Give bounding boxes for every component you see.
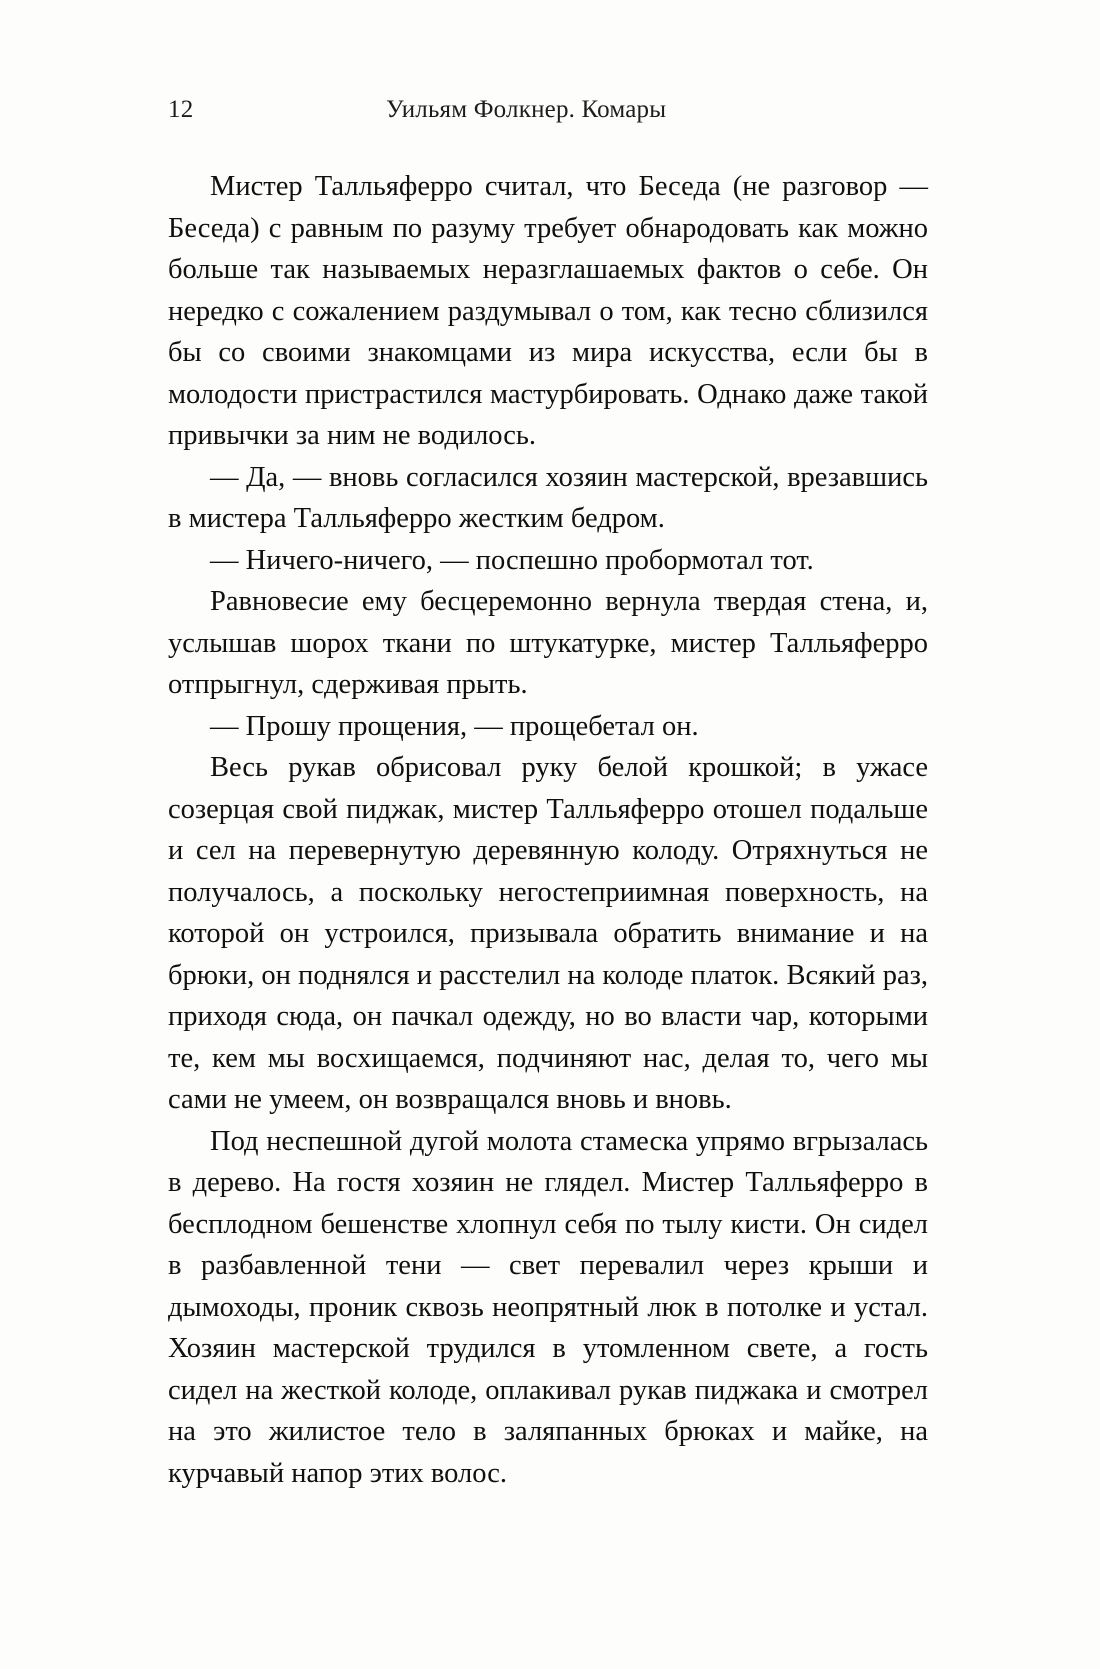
page-content xyxy=(168,96,928,1494)
paragraph: Весь рукав обрисовал руку белой крошкой; в ужасе созерцая свой пиджак, мистер Талльяферро отошел подальше и сел на перевернутую деревянную колоду. Отряхнуться не получалось, а поскольку негостеприимная поверхность, на которой он устроился, призывала обратить внимание и на брюки, он поднялся и расстелил на колоде платок. Всякий раз, приходя сюда, он пачкал одежду, но во власти чар, которыми те, кем мы восхищаемся, подчиняют нас, делая то, чего мы сами не умеем, он возвращался вновь и вновь. xyxy=(168,752,928,1115)
paragraph: Под неспешной дугой молота стамеска упрямо вгрызалась в дерево. На гостя хозяин не глядел. Мистер Талльяферро в бесплодном бешенстве хлопнул себя по тылу кисти. Он сидел в разбавленной тени — свет перевалил через крыши и дымоходы, проник сквозь неопрятный люк в потолке и устал. Хозяин мастерской трудился в утомленном свете, а гость сидел на жесткой колоде, оплакивал рукав пиджака и смотрел на это жилистое тело в заляпанных брюках и майке, на курчавый напор этих волос. xyxy=(168,1125,928,1489)
paragraph: — Прошу прощения, — прощебетал он. xyxy=(210,710,699,742)
paragraph: — Ничего-ничего, — поспешно пробормотал тот. xyxy=(210,544,814,576)
page-number: 12 xyxy=(168,96,194,123)
paragraph: Равновесие ему бесцеремонно вернула твердая стена, и, услышав шорох ткани по штукатурке, мистер Талльяферро отпрыгнул, сдерживая прыть. xyxy=(168,586,928,700)
running-title: Уильям Фолкнер. Комары xyxy=(386,96,667,123)
body-text xyxy=(168,166,928,1494)
paragraph: Мистер Талльяферро считал, что Беседа (не разговор — Беседа) с равным по разуму требует обнародовать как можно больше так называемых неразглашаемых фактов о себе. Он нередко с сожалением раздумывал о том, как тесно сблизился бы со своими знакомцами из мира искусства, если бы в молодости пристрастился мастурбировать. Однако даже такой привычки за ним не водилось. xyxy=(168,171,928,451)
paragraph: — Да, — вновь согласился хозяин мастерской, врезавшись в мистера Талльяферро жестким бедром. xyxy=(168,461,928,534)
running-head xyxy=(168,96,928,124)
